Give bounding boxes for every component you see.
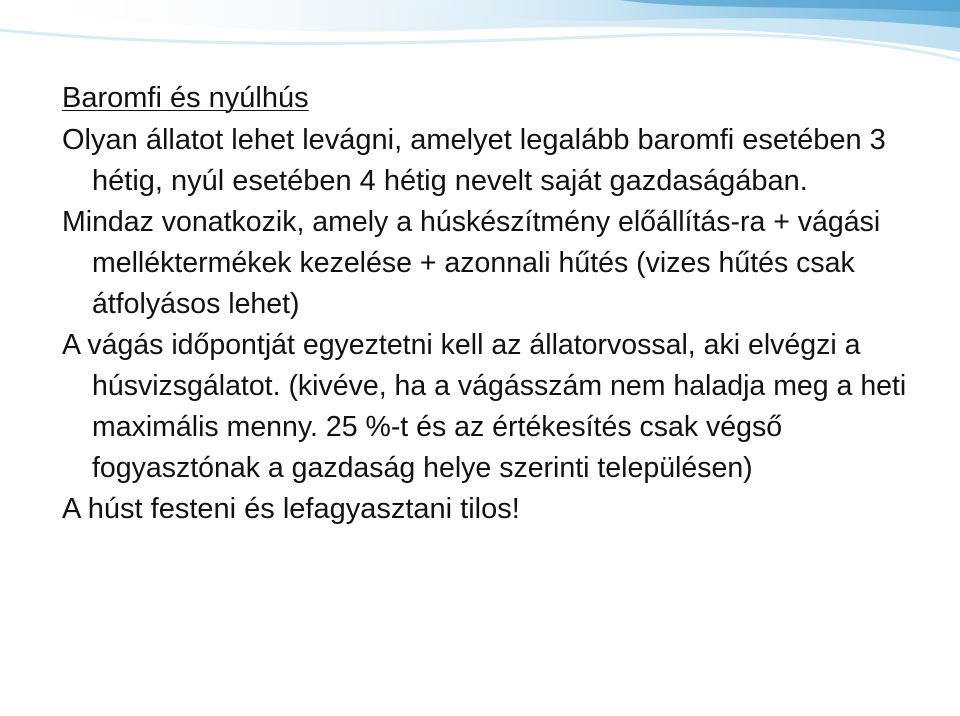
paragraph-2: Mindaz vonatkozik, amely a húskészítmény előállítás-ra + vágási melléktermékek kezelése + azonnali hűtés (vizes hűtés csak átfolyásos lehet): [62, 206, 881, 320]
paragraph-3: A vágás időpontját egyeztetni kell az állatorvossal, aki elvégzi a húsvizsgálatot. (kivéve, ha a vágásszám nem haladja meg a heti maximális menny. 25 %-t és az értékesítés csak végső fogyasztónak a gazdaság helye szerinti településen): [62, 329, 907, 484]
paragraph-1: Olyan állatot lehet levágni, amelyet legalább baromfi esetében 3 hétig, nyúl esetében 4 hétig nevelt saját gazdaságában.: [62, 124, 886, 197]
slide-content: [62, 78, 932, 530]
paragraph-4: A húst festeni és lefagyasztani tilos!: [62, 493, 520, 525]
decorative-wave-header: [0, 0, 960, 80]
slide-title: Baromfi és nyúlhús: [62, 82, 309, 114]
wave-graphic: [0, 0, 960, 80]
